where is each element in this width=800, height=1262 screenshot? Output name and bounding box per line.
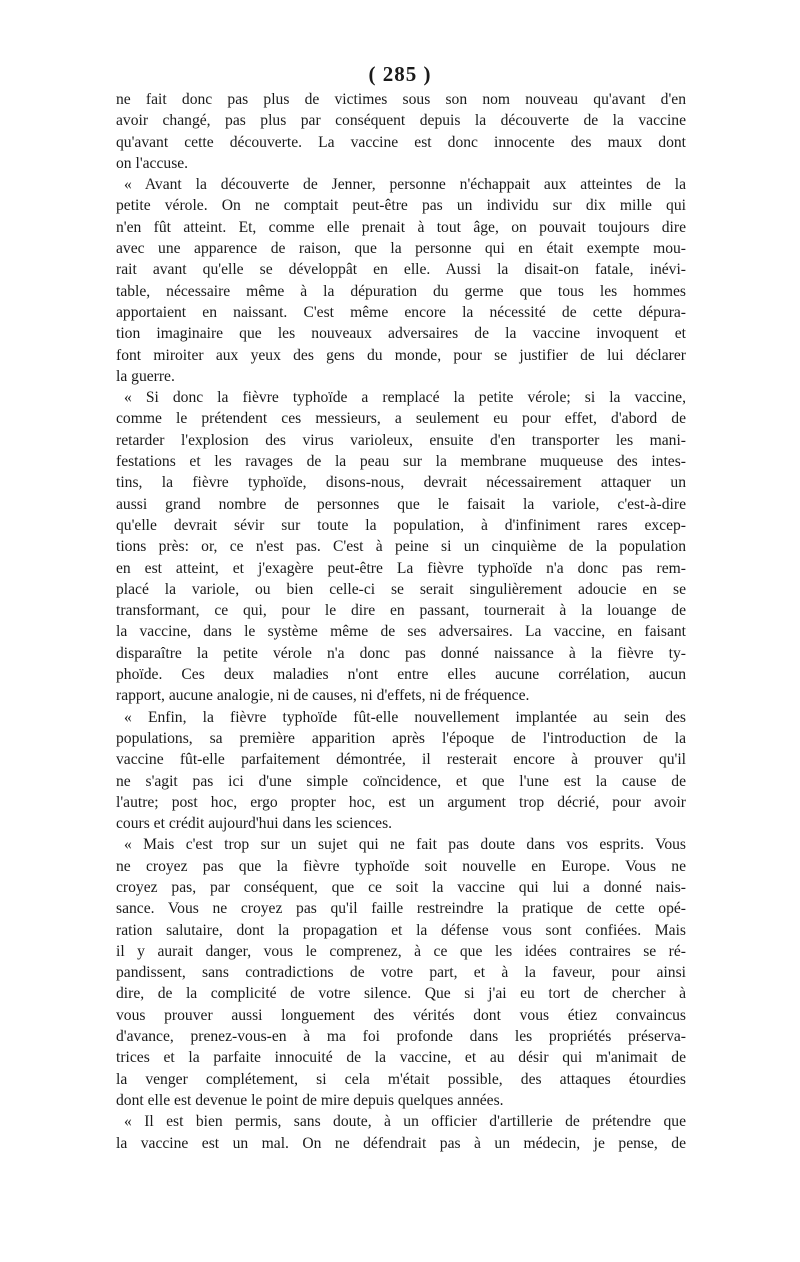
text-line: aussi grand nombre de personnes que le faisait la variole, c'est-à-dire [116,495,686,513]
text-line: vaccine fût-elle parfaitement démontrée, il resterait encore à prouver qu'il [116,751,686,769]
text-line: comme le prétendent ces messieurs, a seulement eu pour effet, d'abord de [116,410,686,428]
page-number: ( 285 ) [368,62,432,86]
text-line: « Si donc la fièvre typhoïde a remplacé la petite vérole; si la vaccine, [124,389,686,407]
text-line: il y aurait danger, vous le comprenez, à ce que les idées contraires se ré- [116,942,686,960]
text-line: tins, la fièvre typhoïde, disons-nous, devrait nécessairement attaquer un [116,474,686,492]
text-line: populations, sa première apparition après l'époque de l'introduction de la [116,729,686,747]
text-line: tions près: or, ce n'est pas. C'est à peine si un cinquième de la population [116,538,686,556]
text-line: trices et la parfaite innocuité de la vaccine, et au désir qui m'animait de [116,1049,686,1067]
text-line: la guerre. [116,367,175,385]
text-line: sance. Vous ne croyez pas qu'il faille restreindre la pratique de cette opé- [116,900,686,918]
text-line: avoir changé, pas plus par conséquent depuis la découverte de la vaccine [116,112,686,130]
text-line: ration salutaire, dont la propagation et la défense vous sont confiées. Mais [116,921,686,939]
text-line: cours et crédit aujourd'hui dans les sciences. [116,815,393,833]
text-line: la vaccine, dans le système même de ses adversaires. La vaccine, en faisant [116,623,686,641]
text-line: rapport, aucune analogie, ni de causes, ni d'effets, ni de fréquence. [116,687,530,705]
text-line: phoïde. Ces deux maladies n'ont entre elles aucune corrélation, aucun [116,666,686,684]
text-line: petite vérole. On ne comptait peut-être pas un individu sur dix mille qui [116,197,686,215]
text-line: ne s'agit pas ici d'une simple coïncidence, et que l'une est la cause de [116,772,686,790]
text-line: en est atteint, et j'exagère peut-être La fièvre typhoïde n'a donc pas rem- [116,559,686,577]
text-line: qu'elle devrait sévir sur toute la population, à d'infiniment rares excep- [116,516,686,534]
text-line: on l'accuse. [116,154,189,172]
text-line: « Il est bien permis, sans doute, à un officier d'artillerie de prétendre que [124,1113,686,1131]
text-line: avec une apparence de raison, que la personne qui en était exempte mou- [116,240,686,258]
text-line: rait avant qu'elle se développât en elle. Aussi la disait-on fatale, inévi- [116,261,686,279]
text-line: la venger complétement, si cela m'était possible, des attaques étourdies [116,1070,686,1088]
text-line: ne croyez pas que la fièvre typhoïde soit nouvelle en Europe. Vous ne [116,857,686,875]
text-line: n'en fût atteint. Et, comme elle prenait à tout âge, on pouvait toujours dire [116,218,686,236]
text-line: vous prouver aussi longuement des vérités dont vous étiez convaincus [116,1006,686,1024]
text-line: « Avant la découverte de Jenner, personne n'échappait aux atteintes de la [124,176,686,194]
text-line: ne fait donc pas plus de victimes sous son nom nouveau qu'avant d'en [116,91,686,108]
text-line: pandissent, sans contradictions de votre part, et à la faveur, pour ainsi [116,964,686,982]
text-line: l'autre; post hoc, ergo propter hoc, est un argument trop décrié, pour avoir [116,793,686,811]
body-text [116,89,686,1154]
text-line: apportaient en naissant. C'est même encore la nécessité de cette dépura- [116,303,686,321]
text-line: dont elle est devenue le point de mire depuis quelques années. [116,1091,504,1109]
text-line: festations et les ravages de la peau sur la membrane muqueuse des intes- [116,453,686,471]
text-line: « Enfin, la fièvre typhoïde fût-elle nouvellement implantée au sein des [124,708,686,726]
text-line: placé la variole, ou bien celle-ci se serait singulièrement adoucie en se [116,580,686,598]
text-line: d'avance, prenez-vous-en à ma foi profonde dans les propriétés préserva- [116,1028,686,1046]
text-line: table, nécessaire même à la dépuration du germe que tous les hommes [116,282,686,300]
text-line: retarder l'explosion des virus varioleux, ensuite d'en transporter les mani- [116,431,686,449]
text-line: font miroiter aux yeux des gens du monde, pour se justifier de lui déclarer [116,346,686,364]
text-line: disparaître la petite vérole n'a donc pas donné naissance à la fièvre ty- [116,644,686,662]
text-line: croyez pas, par conséquent, que ce soit la vaccine qui lui a donné nais- [116,878,686,896]
text-line: tion imaginaire que les nouveaux adversaires de la vaccine invoquent et [116,325,686,343]
text-line: « Mais c'est trop sur un sujet qui ne fait pas doute dans vos esprits. Vous [124,836,686,854]
text-line: dire, de la complicité de votre silence. Que si j'ai eu tort de chercher à [116,985,686,1003]
text-line: transformant, ce qui, pour le dire en passant, tournerait à la louange de [116,602,686,620]
text-line: la vaccine est un mal. On ne défendrait pas à un médecin, je pense, de [116,1134,686,1152]
text-line: qu'avant cette découverte. La vaccine est donc innocente des maux dont [116,133,686,151]
